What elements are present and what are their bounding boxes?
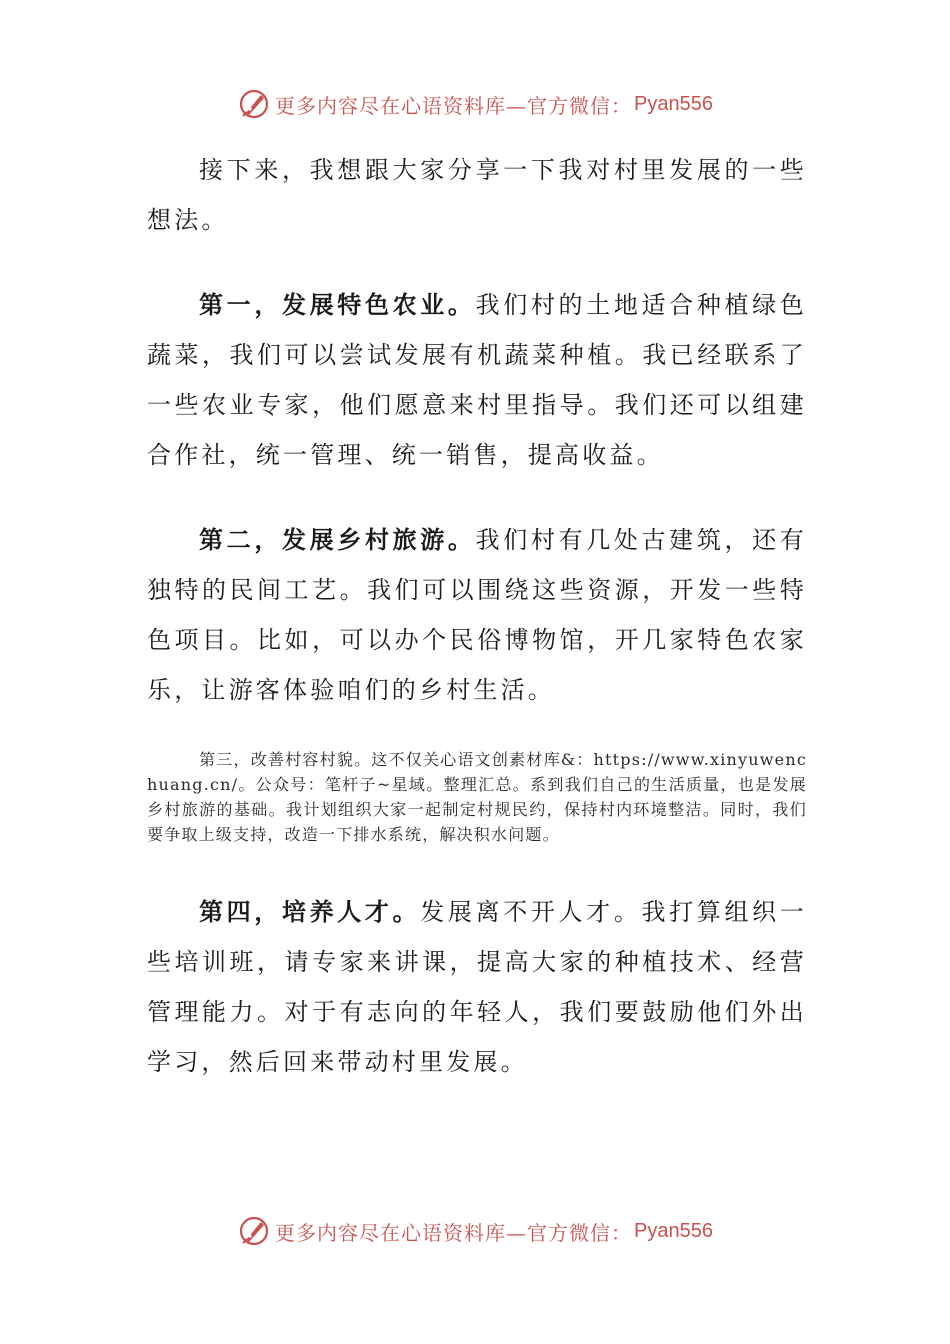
footer-banner (0, 1211, 950, 1251)
paragraph-village-appearance (147, 747, 807, 847)
paragraph-talent (147, 887, 807, 1087)
banner-wechat-id: Pyan556 (634, 92, 713, 115)
paragraph-agriculture (147, 280, 807, 480)
paragraph-village-appearance-text: 第三，改善村容村貌。这不仅关心语文创素材库&：https://www.xinyuwenchuang.cn/。公众号：笔杆子~星域。整理汇总。系到我们自己的生活质量，也是发展乡村旅游的基础。我计划组织大家一起制定村规民约，保持村内环境整洁。同时，我们要争取上级支持，改造一下排水系统，解决积水问题。 (147, 750, 807, 844)
quill-pen-logo-icon (237, 87, 271, 121)
paragraph-intro (147, 145, 807, 245)
paragraph-agriculture-body: 我们村的土地适合种植绿色蔬菜，我们可以尝试发展有机蔬菜种植。我已经联系了一些农业专家，他们愿意来村里指导。我们还可以组建合作社，统一管理、统一销售，提高收益。 (147, 291, 808, 469)
paragraph-talent-lead: 第四，培养人才。 (199, 897, 421, 926)
paragraph-intro-text: 接下来，我想跟大家分享一下我对村里发展的一些想法。 (147, 156, 807, 234)
paragraph-tourism (147, 515, 807, 715)
quill-pen-logo-icon (237, 1214, 271, 1248)
paragraph-tourism-body: 我们村有几处古建筑，还有独特的民间工艺。我们可以围绕这些资源，开发一些特色项目。比如，可以办个民俗博物馆，开几家特色农家乐，让游客体验咱们的乡村生活。 (147, 526, 808, 704)
paragraph-tourism-lead: 第二，发展乡村旅游。 (199, 525, 476, 554)
paragraph-agriculture-lead: 第一，发展特色农业。 (199, 290, 476, 319)
banner-text: 更多内容尽在心语资料库—官方微信： (275, 93, 633, 118)
header-banner (0, 84, 950, 124)
banner-wechat-id: Pyan556 (634, 1219, 713, 1242)
document-body (147, 145, 807, 1087)
banner-text: 更多内容尽在心语资料库—官方微信： (275, 1220, 633, 1245)
paragraph-talent-body: 发展离不开人才。我打算组织一些培训班，请专家来讲课，提高大家的种植技术、经营管理能力。对于有志向的年轻人，我们要鼓励他们外出学习，然后回来带动村里发展。 (147, 898, 807, 1076)
